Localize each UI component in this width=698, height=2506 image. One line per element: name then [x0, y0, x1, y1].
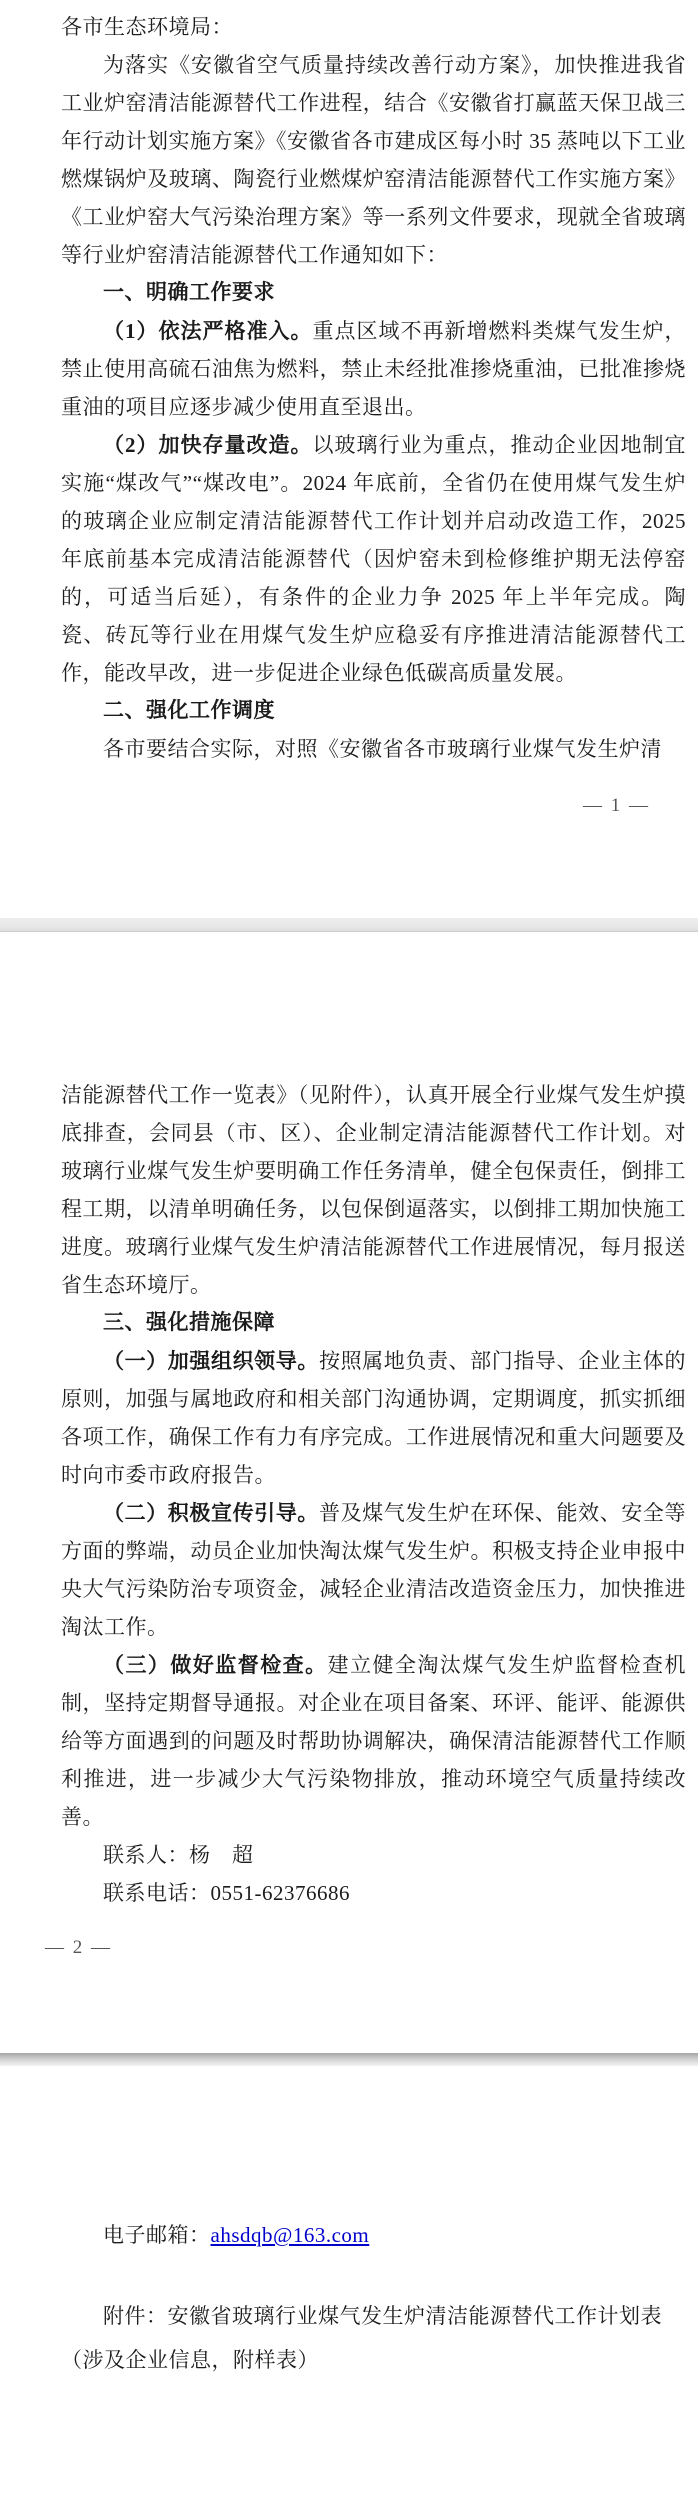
schedule-paragraph-part2: 洁能源替代工作一览表》（见附件），认真开展全行业煤气发生炉摸底排查，会同县（市、区）、企业制定清洁能源替代工作计划。对玻璃行业煤气发生炉要明确工作任务清单，健全包保责任，倒排工程工期，以清单明确任务，以包保倒逼落实，以倒排工期加快施工进度。玻璃行业煤气发生炉清洁能源替代工作进展情况，每月报送省生态环境厅。	[61, 1083, 686, 1297]
page-number-2: — 2 —	[45, 1937, 112, 1958]
contact-name-line: 联系人：杨 超	[103, 1843, 254, 1867]
attachment-block	[61, 2294, 686, 2382]
policy-item-1-lead: （1）依法严格准入。	[103, 319, 313, 343]
policy-item-1-text: 重点区域不再新增燃料类煤气发生炉，禁止使用高硫石油焦为燃料，禁止未经批准掺烧重油，已批准掺烧重油的项目应逐步减少使用直至退出。	[61, 319, 686, 419]
salutation: 各市生态环境局：	[61, 15, 233, 39]
document-page-1	[0, 0, 698, 918]
section-heading-3: 三、强化措施保障	[103, 1311, 275, 1334]
section-heading-2: 二、强化工作调度	[103, 699, 275, 722]
page-separator-1	[0, 918, 698, 932]
measure-item-b-text: 普及煤气发生炉在环保、能效、安全等方面的弊端，动员企业加快淘汰煤气发生炉。积极支持企业申报中央大气污染防治专项资金，减轻企业清洁改造资金压力，加快推进淘汰工作。	[61, 1501, 687, 1639]
measure-item-a	[61, 1342, 686, 1494]
contact-phone-line: 联系电话：0551-62376686	[103, 1881, 350, 1905]
policy-item-2-lead: （2）加快存量改造。	[103, 433, 313, 457]
measure-item-a-text: 按照属地负责、部门指导、企业主体的原则，加强与属地政府和相关部门沟通协调，定期调度，抓实抓细各项工作，确保工作有力有序完成。工作进展情况和重大问题要及时向市委市政府报告。	[61, 1349, 687, 1487]
document-page-2	[0, 932, 698, 2053]
intro-paragraph: 为落实《安徽省空气质量持续改善行动方案》，加快推进我省工业炉窑清洁能源替代工作进程，结合《安徽省打赢蓝天保卫战三年行动计划实施方案》《安徽省各市建成区每小时 35 蒸吨以下工业燃煤锅炉及玻璃、陶瓷行业燃煤炉窑清洁能源替代工作实施方案》《工业炉窑大气污染治理方案》等一系列文件要求，现就全省玻璃等行业炉窑清洁能源替代工作通知如下：	[61, 53, 686, 267]
section-heading-1: 一、明确工作要求	[103, 281, 275, 304]
email-line	[61, 2216, 686, 2254]
measure-item-b	[61, 1494, 686, 1646]
measure-item-a-lead: （一）加强组织领导。	[103, 1349, 319, 1373]
email-label: 电子邮箱：	[103, 2223, 211, 2247]
measure-item-c-text: 建立健全淘汰煤气发生炉监督检查机制，坚持定期督导通报。对企业在项目备案、环评、能评、能源供给等方面遇到的问题及时帮助协调解决，确保清洁能源替代工作顺利推进，进一步减少大气污染物排放，推动环境空气质量持续改善。	[61, 1653, 687, 1829]
schedule-paragraph-part1: 各市要结合实际，对照《安徽省各市玻璃行业煤气发生炉清	[103, 737, 662, 761]
page-number-1: — 1 —	[583, 795, 650, 816]
policy-item-2-text: 以玻璃行业为重点，推动企业因地制宜实施“煤改气”“煤改电”。2024 年底前，全省仍在使用煤气发生炉的玻璃企业应制定清洁能源替代工作计划并启动改造工作，2025 年底前基本完成清洁能源替代（因炉窑未到检修维护期无法停窑的，可适当后延），有条件的企业力争 2025 年上半年完成。陶瓷、砖瓦等行业在用煤气发生炉应稳妥有序推进清洁能源替代工作，能改早改，进一步促进企业绿色低碳高质量发展。	[61, 433, 686, 685]
email-link[interactable]: ahsdqb@163.com	[210, 2223, 370, 2247]
document-page-3	[0, 2066, 698, 2506]
policy-item-2	[61, 426, 686, 692]
measure-item-b-lead: （二）积极宣传引导。	[103, 1501, 319, 1525]
attachment-line-2: （涉及企业信息，附样表）	[61, 2348, 319, 2372]
measure-item-c-lead: （三）做好监督检查。	[103, 1653, 328, 1677]
policy-item-1	[61, 312, 686, 426]
page-separator-2	[0, 2053, 698, 2066]
attachment-line-1: 附件：安徽省玻璃行业煤气发生炉清洁能源替代工作计划表	[103, 2304, 662, 2328]
measure-item-c	[61, 1646, 686, 1836]
